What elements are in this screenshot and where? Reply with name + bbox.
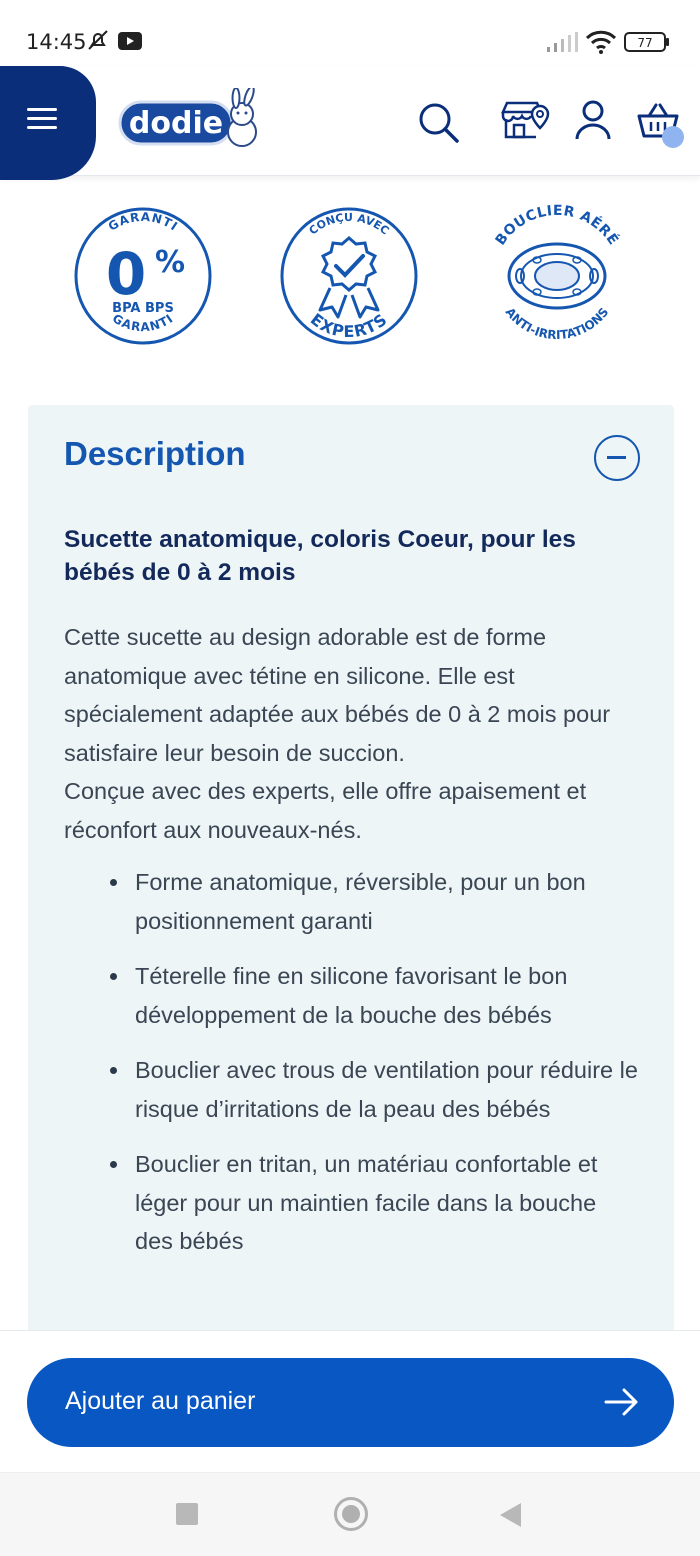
- collapse-description-button[interactable]: [594, 435, 640, 481]
- product-badges: [0, 196, 700, 366]
- badge-2-top-text: CONÇU AVEC: [306, 210, 392, 238]
- badge-3-top-text: BOUCLIER AÉRÉ: [492, 202, 622, 249]
- description-section: [28, 405, 674, 1345]
- badge-2-bottom-text: EXPERTS: [306, 309, 392, 342]
- site-header: [0, 66, 700, 176]
- arrow-right-icon: [604, 1386, 640, 1423]
- cart-count-badge: [662, 126, 684, 148]
- back-button[interactable]: [500, 1503, 521, 1527]
- system-nav-bar: [0, 1472, 700, 1556]
- menu-button[interactable]: [0, 66, 96, 180]
- recent-apps-button[interactable]: [176, 1503, 198, 1525]
- feature-list-item: Bouclier en tritan, un matériau confortable et léger pour un maintien facile dans la bouche des bébés: [108, 1145, 638, 1261]
- battery-icon: [624, 32, 670, 57]
- ribbon-check-icon: [320, 238, 378, 317]
- menu-icon-bar: [27, 108, 57, 111]
- account-icon[interactable]: [575, 100, 611, 145]
- add-to-cart-bar: [0, 1330, 700, 1472]
- feature-list-item: Téterelle fine en silicone favorisant le bon développement de la bouche des bébés: [108, 957, 638, 1034]
- store-locator-icon[interactable]: [500, 100, 552, 145]
- pacifier-shield-icon: [509, 244, 605, 308]
- home-button[interactable]: [334, 1497, 368, 1531]
- add-to-cart-label: Ajouter au panier: [65, 1387, 256, 1415]
- badge-bpa-free: [68, 196, 218, 356]
- feature-list-item: Forme anatomique, réversible, pour un bon positionnement garanti: [108, 863, 638, 940]
- feature-list-item: Bouclier avec trous de ventilation pour réduire le risque d’irritations de la peau des bébés: [108, 1051, 638, 1128]
- bunny-icon: [228, 88, 256, 146]
- svg-text:%: %: [154, 245, 186, 280]
- description-body: [64, 618, 644, 849]
- logo-text: dodie: [128, 106, 224, 141]
- feature-list: [108, 863, 638, 1278]
- badge-3-bottom-text: ANTI-IRRITATIONS: [502, 304, 612, 343]
- wifi-icon: [585, 30, 617, 59]
- media-icon: [118, 32, 142, 55]
- badge-1-top-text: GARANTI: [105, 209, 181, 234]
- signal-icon: [546, 32, 578, 57]
- search-icon[interactable]: [418, 102, 460, 149]
- badge-1-zero: 0: [105, 240, 147, 308]
- add-to-cart-button[interactable]: [27, 1358, 674, 1447]
- status-bar: [0, 0, 700, 70]
- product-subtitle: Sucette anatomique, coloris Coeur, pour les bébés de 0 à 2 mois: [64, 526, 576, 586]
- badge-1-sub-text: BPA BPS: [112, 301, 174, 316]
- mute-bell-icon: [86, 28, 110, 57]
- status-time: 14:45: [26, 30, 87, 54]
- dodie-logo[interactable]: [118, 88, 268, 154]
- description-paragraph: Cette sucette au design adorable est de forme anatomique avec tétine en silicone. Elle est spécialement adaptée aux bébés de 0 à 2 mois pour satisfaire leur besoin de succion.: [64, 624, 611, 766]
- description-paragraph: Conçue avec des experts, elle offre apaisement et réconfort aux nouveaux-nés.: [64, 778, 587, 843]
- badge-experts: [274, 196, 424, 356]
- menu-icon-bar: [27, 126, 57, 129]
- description-title[interactable]: Description: [64, 435, 246, 472]
- battery-level: 77: [637, 36, 653, 50]
- badge-1-bottom-text: GARANTI: [109, 311, 177, 335]
- svg-text:ANTI-IRRITATIONS: [503, 305, 612, 342]
- badge-ventilated-shield: [482, 196, 632, 356]
- menu-icon-bar: [27, 117, 57, 120]
- svg-text:BOUCLIER AÉRÉ: [493, 203, 623, 248]
